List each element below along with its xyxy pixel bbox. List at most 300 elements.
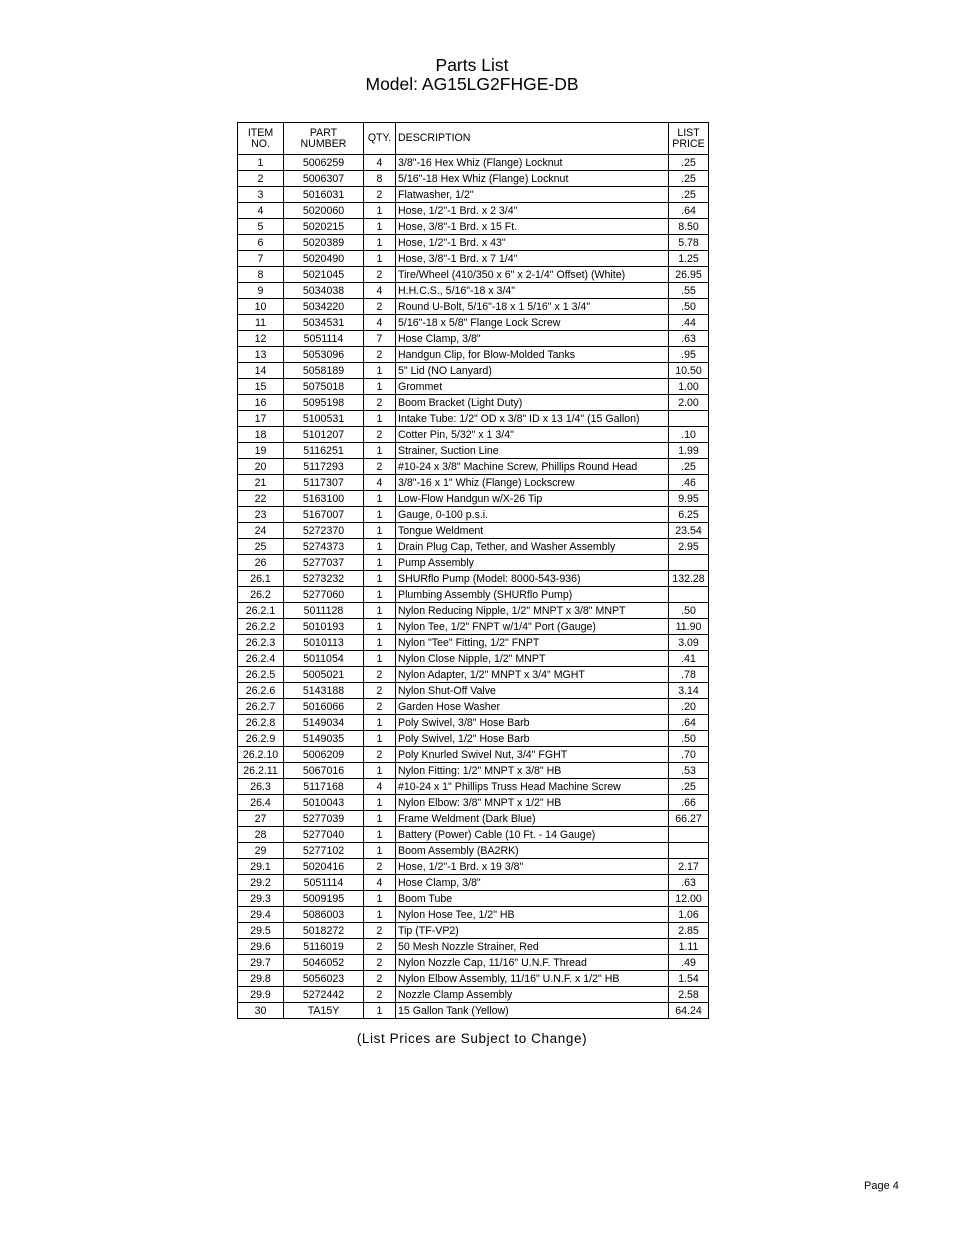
cell-qty: 2: [364, 347, 396, 363]
header-part-line1: PART: [309, 126, 338, 139]
table-row: [238, 603, 709, 619]
cell-part-number: 5163100: [284, 491, 364, 507]
cell-item-no: 26.2.8: [238, 715, 284, 731]
title-line-1: Parts List: [435, 55, 509, 75]
cell-description: Intake Tube: 1/2" OD x 3/8" ID x 13 1/4" (15 Gallon): [396, 411, 669, 427]
title-line-2: Model: AG15LG2FHGE-DB: [365, 74, 579, 94]
cell-list-price: 3.14: [669, 683, 709, 699]
cell-description: 50 Mesh Nozzle Strainer, Red: [396, 939, 669, 955]
cell-qty: 1: [364, 731, 396, 747]
cell-list-price: [669, 411, 709, 427]
page-title: [0, 56, 944, 94]
cell-qty: 4: [364, 475, 396, 491]
cell-description: #10-24 x 1" Phillips Truss Head Machine Screw: [396, 779, 669, 795]
cell-item-no: 30: [238, 1003, 284, 1019]
cell-list-price: .95: [669, 347, 709, 363]
cell-description: Grommet: [396, 379, 669, 395]
table-row: [238, 971, 709, 987]
cell-qty: 1: [364, 763, 396, 779]
cell-item-no: 29: [238, 843, 284, 859]
cell-part-number: 5020215: [284, 219, 364, 235]
cell-description: Nylon Tee, 1/2" FNPT w/1/4" Port (Gauge): [396, 619, 669, 635]
cell-part-number: 5116019: [284, 939, 364, 955]
cell-list-price: 6.25: [669, 507, 709, 523]
cell-item-no: 2: [238, 171, 284, 187]
header-item-line2: NO.: [251, 137, 270, 150]
cell-part-number: 5006259: [284, 155, 364, 171]
cell-item-no: 29.6: [238, 939, 284, 955]
table-row: [238, 651, 709, 667]
cell-description: Hose, 1/2"-1 Brd. x 2 3/4": [396, 203, 669, 219]
cell-description: Garden Hose Washer: [396, 699, 669, 715]
header-price-line1: LIST: [677, 126, 700, 139]
cell-qty: 4: [364, 283, 396, 299]
table-row: [238, 843, 709, 859]
cell-item-no: 26.2.10: [238, 747, 284, 763]
cell-part-number: 5034531: [284, 315, 364, 331]
cell-description: Nylon Fitting: 1/2" MNPT x 3/8" HB: [396, 763, 669, 779]
table-row: [238, 619, 709, 635]
cell-description: 15 Gallon Tank (Yellow): [396, 1003, 669, 1019]
cell-list-price: 1.00: [669, 379, 709, 395]
cell-item-no: 26.2.2: [238, 619, 284, 635]
cell-qty: 1: [364, 651, 396, 667]
cell-description: Cotter Pin, 5/32" x 1 3/4": [396, 427, 669, 443]
table-row: [238, 315, 709, 331]
table-row: [238, 747, 709, 763]
cell-part-number: 5010193: [284, 619, 364, 635]
table-row: [238, 939, 709, 955]
table-row: [238, 251, 709, 267]
cell-description: H.H.C.S., 5/16"-18 x 3/4": [396, 283, 669, 299]
cell-list-price: [669, 555, 709, 571]
table-row: [238, 267, 709, 283]
cell-qty: 2: [364, 987, 396, 1003]
cell-part-number: 5020060: [284, 203, 364, 219]
table-row: [238, 187, 709, 203]
cell-part-number: 5016031: [284, 187, 364, 203]
cell-qty: 1: [364, 1003, 396, 1019]
cell-item-no: 26.3: [238, 779, 284, 795]
cell-list-price: .44: [669, 315, 709, 331]
cell-item-no: 26.2.9: [238, 731, 284, 747]
cell-description: 5" Lid (NO Lanyard): [396, 363, 669, 379]
table-row: [238, 955, 709, 971]
table-header-row: [238, 123, 709, 155]
cell-part-number: 5016066: [284, 699, 364, 715]
cell-list-price: .70: [669, 747, 709, 763]
cell-list-price: 2.85: [669, 923, 709, 939]
cell-list-price: [669, 587, 709, 603]
cell-item-no: 20: [238, 459, 284, 475]
cell-qty: 2: [364, 683, 396, 699]
cell-qty: 1: [364, 907, 396, 923]
cell-qty: 2: [364, 923, 396, 939]
cell-item-no: 23: [238, 507, 284, 523]
cell-part-number: 5101207: [284, 427, 364, 443]
cell-description: 3/8"-16 x 1" Whiz (Flange) Lockscrew: [396, 475, 669, 491]
cell-description: #10-24 x 3/8" Machine Screw, Phillips Round Head: [396, 459, 669, 475]
cell-part-number: 5020389: [284, 235, 364, 251]
cell-item-no: 26.2.1: [238, 603, 284, 619]
cell-list-price: [669, 827, 709, 843]
cell-description: Round U-Bolt, 5/16"-18 x 1 5/16" x 1 3/4": [396, 299, 669, 315]
cell-list-price: .66: [669, 795, 709, 811]
cell-description: Handgun Clip, for Blow-Molded Tanks: [396, 347, 669, 363]
cell-item-no: 26: [238, 555, 284, 571]
cell-part-number: 5051114: [284, 875, 364, 891]
cell-description: SHURflo Pump (Model: 8000-543-936): [396, 571, 669, 587]
cell-item-no: 19: [238, 443, 284, 459]
cell-item-no: 10: [238, 299, 284, 315]
cell-item-no: 26.2.11: [238, 763, 284, 779]
cell-part-number: 5051114: [284, 331, 364, 347]
cell-list-price: .64: [669, 203, 709, 219]
cell-qty: 1: [364, 491, 396, 507]
cell-qty: 1: [364, 843, 396, 859]
cell-list-price: 1.54: [669, 971, 709, 987]
cell-description: Nylon Nozzle Cap, 11/16" U.N.F. Thread: [396, 955, 669, 971]
cell-qty: 2: [364, 747, 396, 763]
cell-description: Poly Knurled Swivel Nut, 3/4" FGHT: [396, 747, 669, 763]
cell-list-price: .55: [669, 283, 709, 299]
cell-part-number: 5143188: [284, 683, 364, 699]
cell-part-number: 5117293: [284, 459, 364, 475]
cell-description: Nozzle Clamp Assembly: [396, 987, 669, 1003]
header-part-number: [284, 123, 364, 155]
cell-list-price: 11.90: [669, 619, 709, 635]
cell-item-no: 29.2: [238, 875, 284, 891]
cell-item-no: 24: [238, 523, 284, 539]
cell-item-no: 7: [238, 251, 284, 267]
cell-description: Nylon Hose Tee, 1/2" HB: [396, 907, 669, 923]
cell-item-no: 26.2: [238, 587, 284, 603]
table-row: [238, 811, 709, 827]
cell-list-price: .20: [669, 699, 709, 715]
cell-qty: 2: [364, 699, 396, 715]
cell-item-no: 14: [238, 363, 284, 379]
table-row: [238, 827, 709, 843]
cell-list-price: [669, 843, 709, 859]
table-row: [238, 347, 709, 363]
header-item-line1: ITEM: [247, 126, 274, 139]
cell-qty: 2: [364, 267, 396, 283]
cell-part-number: 5011054: [284, 651, 364, 667]
cell-qty: 1: [364, 507, 396, 523]
table-row: [238, 555, 709, 571]
cell-qty: 4: [364, 875, 396, 891]
table-row: [238, 587, 709, 603]
cell-item-no: 21: [238, 475, 284, 491]
cell-item-no: 29.7: [238, 955, 284, 971]
cell-item-no: 22: [238, 491, 284, 507]
cell-qty: 1: [364, 555, 396, 571]
cell-description: Gauge, 0-100 p.s.i.: [396, 507, 669, 523]
cell-item-no: 26.2.7: [238, 699, 284, 715]
cell-description: Low-Flow Handgun w/X-26 Tip: [396, 491, 669, 507]
cell-part-number: 5056023: [284, 971, 364, 987]
cell-description: Poly Swivel, 1/2" Hose Barb: [396, 731, 669, 747]
table-row: [238, 795, 709, 811]
table-row: [238, 379, 709, 395]
cell-qty: 2: [364, 299, 396, 315]
cell-item-no: 5: [238, 219, 284, 235]
cell-description: Tongue Weldment: [396, 523, 669, 539]
cell-item-no: 29.1: [238, 859, 284, 875]
cell-list-price: 64.24: [669, 1003, 709, 1019]
table-row: [238, 491, 709, 507]
cell-list-price: 5.78: [669, 235, 709, 251]
cell-description: Boom Bracket (Light Duty): [396, 395, 669, 411]
cell-list-price: .10: [669, 427, 709, 443]
cell-part-number: 5272442: [284, 987, 364, 1003]
cell-part-number: 5274373: [284, 539, 364, 555]
cell-part-number: 5149034: [284, 715, 364, 731]
cell-qty: 2: [364, 187, 396, 203]
cell-part-number: 5053096: [284, 347, 364, 363]
cell-part-number: 5018272: [284, 923, 364, 939]
cell-list-price: 10.50: [669, 363, 709, 379]
header-list-price: [669, 123, 709, 155]
cell-list-price: .63: [669, 331, 709, 347]
header-description: DESCRIPTION: [396, 123, 669, 155]
table-row: [238, 699, 709, 715]
cell-item-no: 8: [238, 267, 284, 283]
cell-item-no: 6: [238, 235, 284, 251]
cell-part-number: 5034220: [284, 299, 364, 315]
cell-part-number: 5272370: [284, 523, 364, 539]
cell-description: Nylon Close Nipple, 1/2" MNPT: [396, 651, 669, 667]
cell-qty: 1: [364, 235, 396, 251]
cell-item-no: 26.2.3: [238, 635, 284, 651]
cell-qty: 7: [364, 331, 396, 347]
cell-qty: 1: [364, 443, 396, 459]
cell-item-no: 26.1: [238, 571, 284, 587]
cell-qty: 1: [364, 891, 396, 907]
cell-qty: 1: [364, 603, 396, 619]
cell-qty: 4: [364, 155, 396, 171]
cell-item-no: 26.4: [238, 795, 284, 811]
parts-table-body: [238, 155, 709, 1019]
cell-item-no: 25: [238, 539, 284, 555]
cell-part-number: 5086003: [284, 907, 364, 923]
table-row: [238, 523, 709, 539]
table-row: [238, 891, 709, 907]
table-row: [238, 155, 709, 171]
cell-part-number: 5117307: [284, 475, 364, 491]
table-row: [238, 987, 709, 1003]
cell-description: Nylon Reducing Nipple, 1/2" MNPT x 3/8" MNPT: [396, 603, 669, 619]
cell-qty: 1: [364, 571, 396, 587]
table-row: [238, 731, 709, 747]
table-row: [238, 395, 709, 411]
cell-qty: 1: [364, 523, 396, 539]
header-price-line2: PRICE: [672, 137, 705, 150]
cell-part-number: 5067016: [284, 763, 364, 779]
table-row: [238, 411, 709, 427]
cell-part-number: 5034038: [284, 283, 364, 299]
cell-qty: 2: [364, 395, 396, 411]
cell-list-price: 132.28: [669, 571, 709, 587]
cell-part-number: 5277102: [284, 843, 364, 859]
cell-part-number: 5100531: [284, 411, 364, 427]
cell-qty: 1: [364, 827, 396, 843]
cell-list-price: .25: [669, 155, 709, 171]
table-row: [238, 683, 709, 699]
cell-list-price: .50: [669, 731, 709, 747]
cell-part-number: 5277060: [284, 587, 364, 603]
cell-qty: 4: [364, 315, 396, 331]
cell-description: Boom Tube: [396, 891, 669, 907]
cell-list-price: 1.06: [669, 907, 709, 923]
cell-item-no: 16: [238, 395, 284, 411]
cell-qty: 1: [364, 379, 396, 395]
cell-description: Plumbing Assembly (SHURflo Pump): [396, 587, 669, 603]
cell-qty: 2: [364, 667, 396, 683]
cell-part-number: 5095198: [284, 395, 364, 411]
cell-qty: 2: [364, 939, 396, 955]
table-row: [238, 363, 709, 379]
cell-description: Hose, 1/2"-1 Brd. x 43": [396, 235, 669, 251]
cell-item-no: 29.8: [238, 971, 284, 987]
cell-list-price: .25: [669, 187, 709, 203]
cell-list-price: 12.00: [669, 891, 709, 907]
cell-description: 3/8"-16 Hex Whiz (Flange) Locknut: [396, 155, 669, 171]
cell-description: Pump Assembly: [396, 555, 669, 571]
cell-item-no: 1: [238, 155, 284, 171]
cell-description: Hose Clamp, 3/8": [396, 331, 669, 347]
table-row: [238, 667, 709, 683]
cell-part-number: 5167007: [284, 507, 364, 523]
cell-description: Tip (TF-VP2): [396, 923, 669, 939]
cell-description: Nylon Elbow: 3/8" MNPT x 1/2" HB: [396, 795, 669, 811]
cell-qty: 1: [364, 811, 396, 827]
cell-qty: 1: [364, 411, 396, 427]
cell-item-no: 12: [238, 331, 284, 347]
cell-item-no: 26.2.6: [238, 683, 284, 699]
cell-list-price: .25: [669, 459, 709, 475]
cell-part-number: 5011128: [284, 603, 364, 619]
cell-list-price: 2.00: [669, 395, 709, 411]
cell-description: Hose, 3/8"-1 Brd. x 15 Ft.: [396, 219, 669, 235]
cell-qty: 2: [364, 971, 396, 987]
cell-item-no: 29.4: [238, 907, 284, 923]
table-row: [238, 475, 709, 491]
table-row: [238, 1003, 709, 1019]
cell-item-no: 13: [238, 347, 284, 363]
cell-description: Flatwasher, 1/2": [396, 187, 669, 203]
table-row: [238, 427, 709, 443]
cell-list-price: .50: [669, 299, 709, 315]
cell-part-number: 5020416: [284, 859, 364, 875]
page-number: Page 4: [864, 1180, 899, 1192]
cell-part-number: 5010043: [284, 795, 364, 811]
cell-list-price: 2.58: [669, 987, 709, 1003]
table-row: [238, 299, 709, 315]
cell-description: Tire/Wheel (410/350 x 6" x 2-1/4" Offset) (White): [396, 267, 669, 283]
cell-item-no: 9: [238, 283, 284, 299]
cell-description: Nylon Shut-Off Valve: [396, 683, 669, 699]
cell-qty: 1: [364, 635, 396, 651]
header-part-line2: NUMBER: [300, 137, 347, 150]
table-row: [238, 923, 709, 939]
cell-item-no: 15: [238, 379, 284, 395]
cell-part-number: 5277037: [284, 555, 364, 571]
table-row: [238, 779, 709, 795]
cell-item-no: 3: [238, 187, 284, 203]
cell-qty: 1: [364, 587, 396, 603]
table-row: [238, 539, 709, 555]
cell-list-price: .63: [669, 875, 709, 891]
cell-part-number: 5075018: [284, 379, 364, 395]
cell-description: 5/16"-18 x 5/8" Flange Lock Screw: [396, 315, 669, 331]
cell-list-price: 1.99: [669, 443, 709, 459]
cell-qty: 4: [364, 779, 396, 795]
cell-description: Poly Swivel, 3/8" Hose Barb: [396, 715, 669, 731]
cell-list-price: .49: [669, 955, 709, 971]
cell-description: Hose, 1/2"-1 Brd. x 19 3/8": [396, 859, 669, 875]
cell-list-price: .25: [669, 171, 709, 187]
cell-item-no: 4: [238, 203, 284, 219]
cell-list-price: .41: [669, 651, 709, 667]
cell-list-price: 23.54: [669, 523, 709, 539]
cell-qty: 1: [364, 619, 396, 635]
cell-list-price: .78: [669, 667, 709, 683]
cell-part-number: 5006307: [284, 171, 364, 187]
cell-qty: 8: [364, 171, 396, 187]
cell-list-price: .25: [669, 779, 709, 795]
table-row: [238, 571, 709, 587]
cell-item-no: 29.9: [238, 987, 284, 1003]
cell-qty: 2: [364, 955, 396, 971]
cell-item-no: 27: [238, 811, 284, 827]
cell-part-number: 5046052: [284, 955, 364, 971]
cell-part-number: 5058189: [284, 363, 364, 379]
table-row: [238, 219, 709, 235]
cell-item-no: 17: [238, 411, 284, 427]
table-row: [238, 635, 709, 651]
table-row: [238, 203, 709, 219]
cell-list-price: 3.09: [669, 635, 709, 651]
cell-description: Strainer, Suction Line: [396, 443, 669, 459]
cell-list-price: .53: [669, 763, 709, 779]
cell-description: Nylon Elbow Assembly, 11/16" U.N.F. x 1/2" HB: [396, 971, 669, 987]
cell-part-number: 5005021: [284, 667, 364, 683]
cell-part-number: 5021045: [284, 267, 364, 283]
cell-description: Boom Assembly (BA2RK): [396, 843, 669, 859]
cell-item-no: 26.2.4: [238, 651, 284, 667]
cell-description: Hose Clamp, 3/8": [396, 875, 669, 891]
cell-part-number: 5277040: [284, 827, 364, 843]
cell-qty: 1: [364, 363, 396, 379]
cell-description: Frame Weldment (Dark Blue): [396, 811, 669, 827]
header-qty: QTY.: [364, 123, 396, 155]
table-row: [238, 875, 709, 891]
table-row: [238, 907, 709, 923]
cell-item-no: 28: [238, 827, 284, 843]
cell-list-price: 66.27: [669, 811, 709, 827]
cell-description: Nylon "Tee" Fitting, 1/2" FNPT: [396, 635, 669, 651]
cell-list-price: 2.17: [669, 859, 709, 875]
cell-qty: 2: [364, 859, 396, 875]
table-row: [238, 283, 709, 299]
cell-description: 5/16"-18 Hex Whiz (Flange) Locknut: [396, 171, 669, 187]
cell-qty: 1: [364, 795, 396, 811]
table-row: [238, 507, 709, 523]
cell-part-number: TA15Y: [284, 1003, 364, 1019]
cell-item-no: 18: [238, 427, 284, 443]
header-item-no: [238, 123, 284, 155]
